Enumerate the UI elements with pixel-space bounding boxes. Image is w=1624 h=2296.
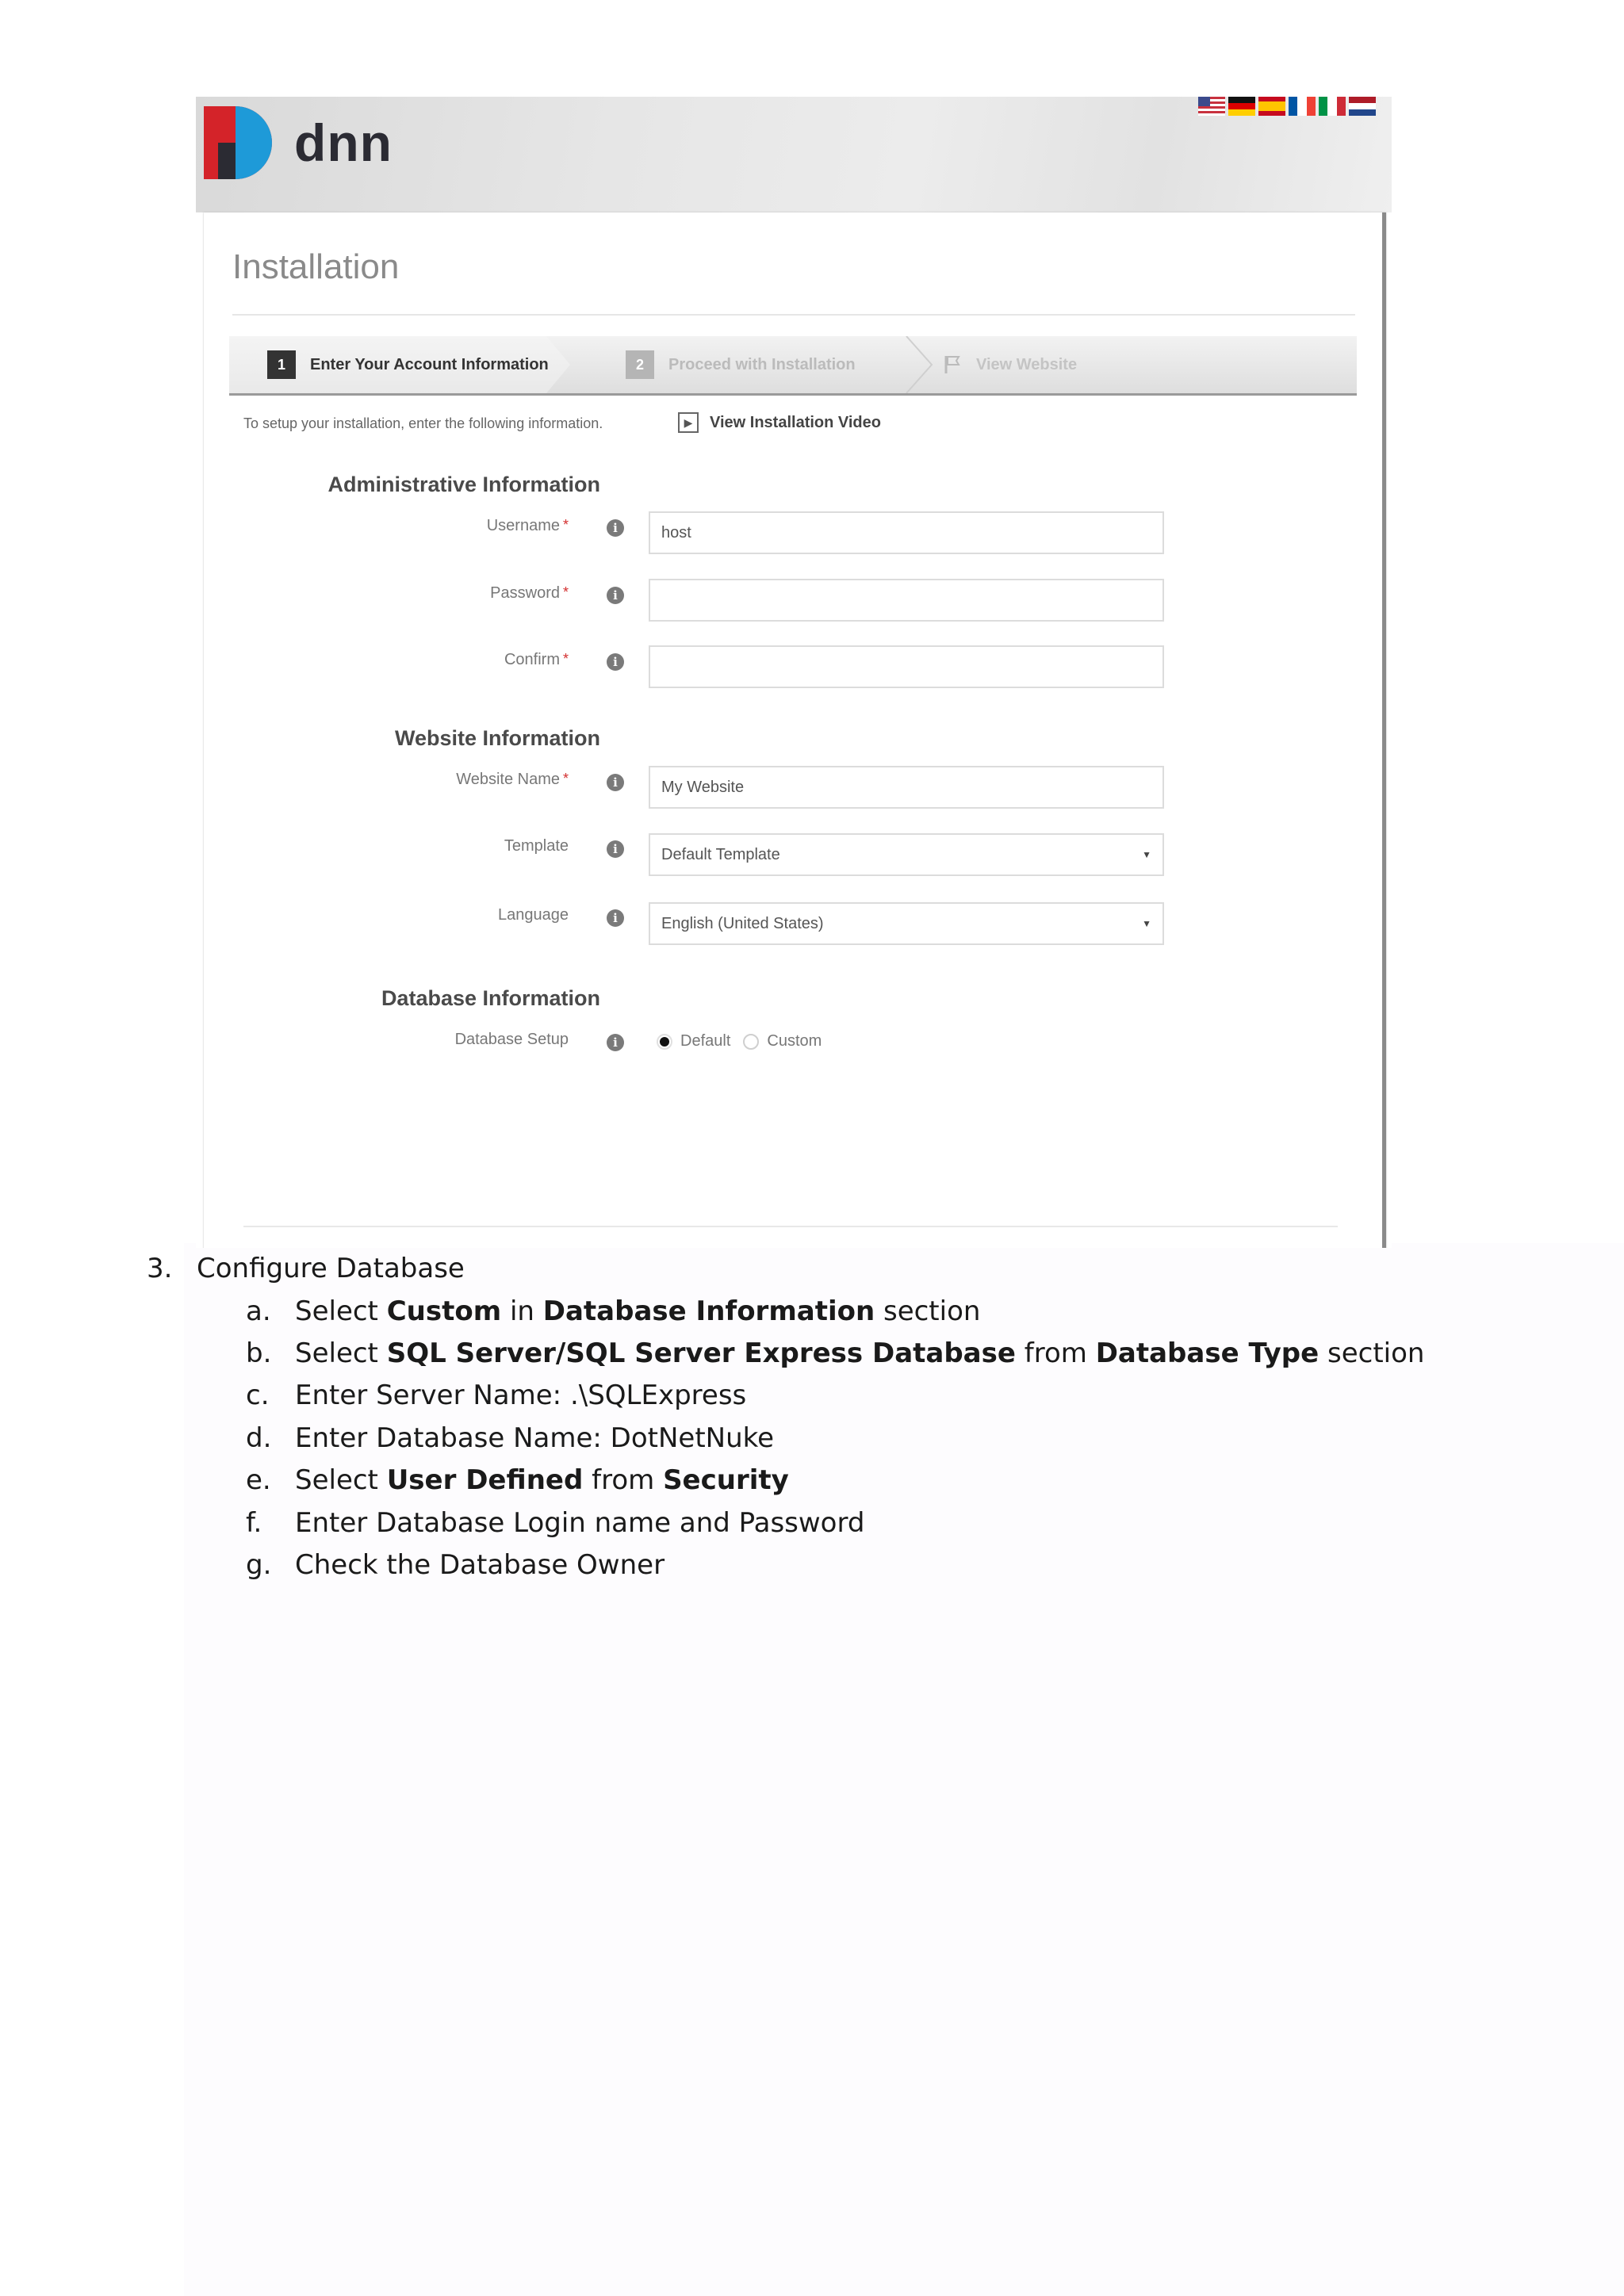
bold-run: User Defined xyxy=(386,1464,584,1496)
website-name-label-text: Website Name xyxy=(456,771,560,788)
radio-default-label[interactable]: Default xyxy=(680,1032,731,1050)
text-run: from xyxy=(583,1464,664,1496)
it-flag-icon[interactable] xyxy=(1319,97,1346,116)
view-installation-video-link[interactable] xyxy=(678,412,881,433)
language-select[interactable] xyxy=(649,902,1164,945)
info-icon[interactable]: i xyxy=(607,840,624,858)
radio-default[interactable] xyxy=(657,1034,672,1050)
video-play-icon: ▶ xyxy=(678,412,699,433)
section-heading-admin: Administrative Information xyxy=(327,473,600,496)
password-input[interactable] xyxy=(649,579,1164,622)
instruction-item-g: Check the Database Owner xyxy=(295,1549,665,1581)
step-separator-icon xyxy=(903,336,935,393)
item-letter: b. xyxy=(246,1337,272,1369)
text-run: section xyxy=(875,1295,981,1327)
installer-panel xyxy=(204,212,1386,1248)
website-name-label xyxy=(204,771,569,789)
confirm-password-input[interactable] xyxy=(649,645,1164,688)
text-run: Select xyxy=(295,1337,387,1369)
website-name-input[interactable]: My Website xyxy=(649,766,1164,809)
text-run: section xyxy=(1319,1337,1425,1369)
password-label-text: Password xyxy=(490,584,560,602)
wizard-step-account[interactable] xyxy=(267,336,549,393)
item-letter: d. xyxy=(246,1422,272,1454)
step-label: Proceed with Installation xyxy=(668,355,856,373)
info-icon[interactable]: i xyxy=(607,519,624,537)
step-label: Enter Your Account Information xyxy=(310,355,549,373)
username-label xyxy=(204,517,569,535)
required-marker: * xyxy=(562,584,569,600)
bold-run: Custom xyxy=(386,1295,502,1327)
dropdown-arrow-icon: ▼ xyxy=(1142,918,1151,929)
confirm-label xyxy=(204,651,569,669)
text-run: Select xyxy=(295,1464,387,1496)
dnn-logo-text: dnn xyxy=(294,113,393,172)
bold-run: Database Information xyxy=(542,1295,875,1327)
section-heading-database: Database Information xyxy=(381,986,600,1010)
dropdown-arrow-icon: ▼ xyxy=(1142,849,1151,860)
info-icon[interactable]: i xyxy=(607,587,624,604)
page-title: Installation xyxy=(232,247,400,286)
text-run: in xyxy=(501,1295,543,1327)
database-setup-radio-group xyxy=(657,1032,822,1050)
video-link-label: View Installation Video xyxy=(710,413,881,431)
item-letter: c. xyxy=(246,1380,270,1411)
nl-flag-icon[interactable] xyxy=(1349,97,1376,116)
wizard-step-proceed[interactable] xyxy=(626,336,856,393)
password-label xyxy=(204,584,569,603)
wizard-step-view-website[interactable] xyxy=(943,336,1077,393)
us-flag-icon[interactable] xyxy=(1198,97,1225,116)
info-icon[interactable]: i xyxy=(607,909,624,927)
radio-custom[interactable] xyxy=(743,1034,759,1050)
section-heading-website: Website Information xyxy=(394,726,600,750)
wizard-steps xyxy=(229,336,1357,396)
instruction-item-e xyxy=(295,1464,789,1496)
instruction-item-a xyxy=(295,1295,980,1327)
bold-run: Database Type xyxy=(1095,1337,1320,1369)
installer-screenshot xyxy=(196,97,1392,1248)
instruction-item-b xyxy=(295,1337,1424,1369)
intro-text: To setup your installation, enter the following information. xyxy=(243,415,603,431)
required-marker: * xyxy=(562,517,569,533)
bold-run: Security xyxy=(663,1464,789,1496)
title-divider xyxy=(232,314,1355,316)
text-run: Select xyxy=(295,1295,387,1327)
es-flag-icon[interactable] xyxy=(1258,97,1285,116)
fr-flag-icon[interactable] xyxy=(1289,97,1316,116)
template-select[interactable] xyxy=(649,833,1164,876)
item-letter: e. xyxy=(246,1464,271,1496)
confirm-label-text: Confirm xyxy=(504,651,560,668)
step-number-badge: 2 xyxy=(626,350,654,379)
step-number-badge: 1 xyxy=(267,350,296,379)
info-icon[interactable]: i xyxy=(607,1034,624,1051)
language-label xyxy=(204,906,569,924)
required-marker: * xyxy=(562,771,569,786)
installer-header xyxy=(196,97,1392,212)
database-setup-label-text: Database Setup xyxy=(454,1031,569,1048)
step-number: 3. xyxy=(147,1253,173,1284)
username-label-text: Username xyxy=(486,517,560,534)
username-input[interactable]: host xyxy=(649,511,1164,554)
info-icon[interactable]: i xyxy=(607,653,624,671)
text-run: from xyxy=(1015,1337,1096,1369)
item-letter: g. xyxy=(246,1549,272,1581)
template-label xyxy=(204,837,569,855)
item-letter: a. xyxy=(246,1295,271,1327)
required-marker: * xyxy=(562,651,569,667)
form-divider xyxy=(243,1226,1338,1227)
de-flag-icon[interactable] xyxy=(1228,97,1255,116)
language-selected-value: English (United States) xyxy=(661,914,824,932)
instruction-item-f: Enter Database Login name and Password xyxy=(295,1507,865,1539)
database-setup-label xyxy=(204,1031,569,1049)
dnn-logo-icon xyxy=(204,103,291,182)
step-heading: Configure Database xyxy=(197,1253,465,1284)
flag-icon xyxy=(943,354,963,375)
radio-custom-label[interactable]: Custom xyxy=(767,1032,822,1050)
template-label-text: Template xyxy=(504,837,569,855)
bold-run: SQL Server/SQL Server Express Database xyxy=(386,1337,1016,1369)
instruction-item-d: Enter Database Name: DotNetNuke xyxy=(295,1422,775,1454)
step-label: View Website xyxy=(976,355,1078,373)
language-flags xyxy=(1198,97,1376,119)
template-selected-value: Default Template xyxy=(661,845,780,863)
info-icon[interactable]: i xyxy=(607,774,624,791)
item-letter: f. xyxy=(246,1507,262,1539)
instruction-item-c: Enter Server Name: .\SQLExpress xyxy=(295,1380,747,1411)
language-label-text: Language xyxy=(498,906,569,924)
